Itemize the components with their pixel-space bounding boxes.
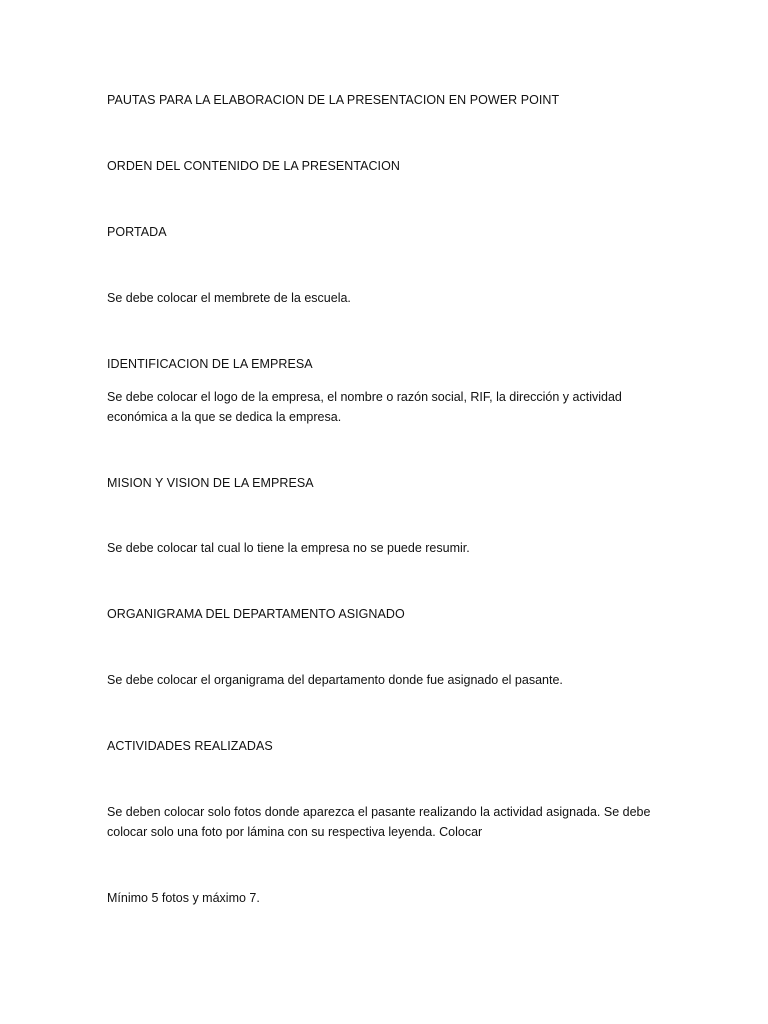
section-heading-identificacion: IDENTIFICACION DE LA EMPRESA: [107, 357, 313, 371]
order-heading: ORDEN DEL CONTENIDO DE LA PRESENTACION: [107, 159, 400, 173]
section-body-identificacion: Se debe colocar el logo de la empresa, el nombre o razón social, RIF, la dirección y actividad económica a la que se dedica la empresa.: [107, 390, 622, 424]
section-heading-portada: PORTADA: [107, 225, 167, 239]
section-body-actividades: Se deben colocar solo fotos donde aparezca el pasante realizando la actividad asignada. Se debe colocar solo una foto por lámina con su respectiva leyenda. Colocar: [107, 805, 651, 839]
section-body-portada: Se debe colocar el membrete de la escuela.: [107, 291, 351, 305]
section-body-organigrama: Se debe colocar el organigrama del departamento donde fue asignado el pasante.: [107, 673, 563, 687]
section-heading-mision-vision: MISION Y VISION DE LA EMPRESA: [107, 476, 314, 490]
section-body-mision-vision: Se debe colocar tal cual lo tiene la empresa no se puede resumir.: [107, 541, 470, 555]
section-heading-actividades: ACTIVIDADES REALIZADAS: [107, 739, 273, 753]
section-note-actividades: Mínimo 5 fotos y máximo 7.: [107, 891, 260, 905]
document-title: PAUTAS PARA LA ELABORACION DE LA PRESENTACION EN POWER POINT: [107, 93, 560, 107]
section-heading-organigrama: ORGANIGRAMA DEL DEPARTAMENTO ASIGNADO: [107, 607, 405, 621]
